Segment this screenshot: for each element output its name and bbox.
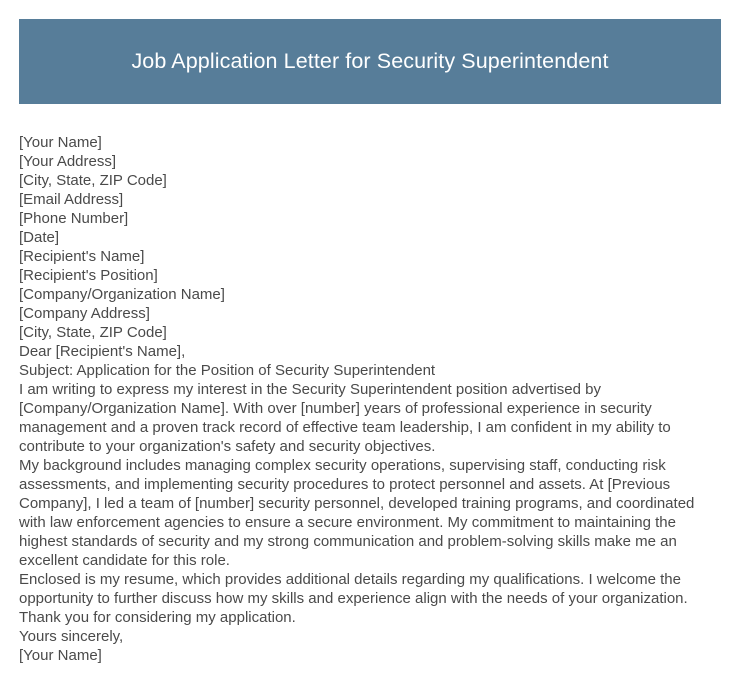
- sender-name-line: [Your Name]: [19, 134, 102, 151]
- sender-address-line: [Your Address]: [19, 153, 117, 170]
- letter-body: [19, 133, 721, 665]
- closing-line: Yours sincerely,: [19, 628, 124, 645]
- body-paragraph-1: I am writing to express my interest in the Security Superintendent position advertised by [Company/Organization Name]. With over [number] years of professional experience in security management and a proven track record of effective team leadership, I am confident in my ability to contribute to your organization's safety and security objectives.: [19, 381, 675, 455]
- signature-name-line: [Your Name]: [19, 647, 102, 664]
- document-header-banner: [19, 19, 721, 104]
- body-paragraph-2: My background includes managing complex security operations, supervising staff, conducting risk assessments, and implementing security procedures to protect personnel and assets. At [Previous Company], I led a team of [number] security personnel, developed training programs, and coordinated with law enforcement agencies to ensure a secure environment. My commitment to maintaining the highest standards of security and my strong communication and problem-solving skills make me an excellent candidate for this role.: [19, 457, 699, 569]
- recipient-company-line: [Company/Organization Name]: [19, 286, 225, 303]
- page-title: Job Application Letter for Security Superintendent: [131, 48, 609, 73]
- date-line: [Date]: [19, 229, 60, 246]
- sender-phone-line: [Phone Number]: [19, 210, 129, 227]
- subject-line: Subject: Application for the Position of Security Superintendent: [19, 362, 436, 379]
- recipient-address-line: [Company Address]: [19, 305, 150, 322]
- recipient-city-state-zip-line: [City, State, ZIP Code]: [19, 324, 167, 341]
- recipient-position-line: [Recipient's Position]: [19, 267, 158, 284]
- salutation-line: Dear [Recipient's Name],: [19, 343, 186, 360]
- sender-city-state-zip-line: [City, State, ZIP Code]: [19, 172, 167, 189]
- recipient-name-line: [Recipient's Name]: [19, 248, 145, 265]
- sender-email-line: [Email Address]: [19, 191, 124, 208]
- body-paragraph-3: Enclosed is my resume, which provides additional details regarding my qualifications. I welcome the opportunity to further discuss how my skills and experience align with the needs of your organization. Thank you for considering my application.: [19, 571, 692, 626]
